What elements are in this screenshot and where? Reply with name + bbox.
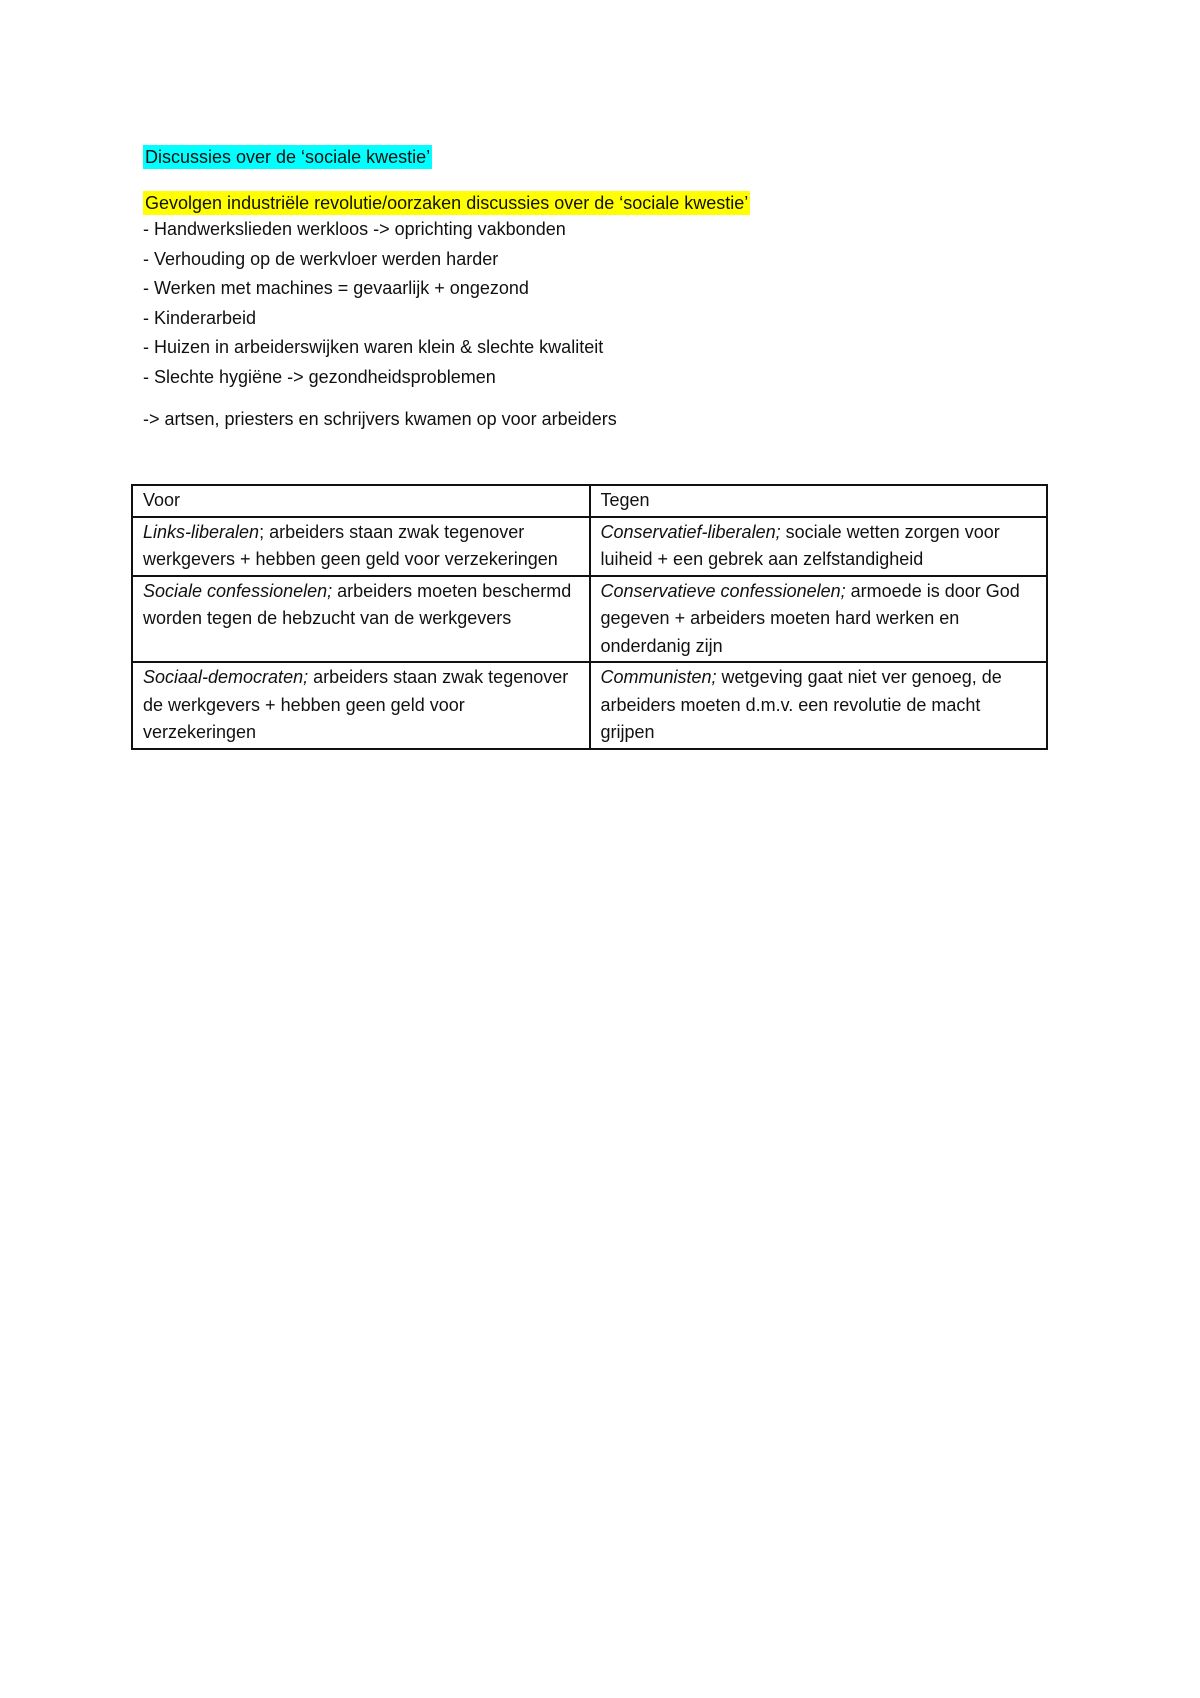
party-name: Conservatief-liberalen; (600, 521, 781, 542)
header-voor: Voor (132, 485, 590, 517)
party-name: Conservatieve confessionelen; (600, 580, 846, 601)
party-name: Sociale confessionelen; (143, 580, 333, 601)
positions-table (131, 484, 1048, 750)
list-item: - Slechte hygiëne -> gezondheidsproblemen (143, 366, 496, 387)
list-item: - Werken met machines = gevaarlijk + ongezond (143, 278, 529, 298)
position-text: arbeiders staan zwak tegenover werkgevers + hebben geen geld voor verzekeringen (143, 521, 558, 569)
table-cell (590, 576, 1048, 663)
position-text: wetgeving gaat niet ver genoeg, de arbeiders moeten d.m.v. een revolutie de macht grijpen (600, 667, 1002, 742)
header-tegen: Tegen (590, 485, 1048, 517)
position-text: armoede is door God gegeven + arbeiders moeten hard werken en onderdanig zijn (600, 580, 1020, 656)
table-cell (132, 576, 590, 663)
conclusion-line: -> artsen, priesters en schrijvers kwamen op voor arbeiders (143, 409, 617, 429)
table-row (132, 662, 1047, 749)
table-cell (590, 662, 1048, 749)
list-item: - Verhouding op de werkvloer werden harder (143, 248, 499, 269)
table-cell (132, 517, 590, 576)
cause-list (143, 215, 1063, 392)
list-item: - Handwerkslieden werkloos -> oprichting vakbonden (143, 219, 566, 239)
table-cell (590, 517, 1048, 576)
list-item: - Kinderarbeid (143, 307, 257, 328)
party-name: Links-liberalen (143, 521, 260, 542)
document-content (143, 145, 1063, 432)
table-row (132, 517, 1047, 576)
list-item: - Huizen in arbeiderswijken waren klein & slechte kwaliteit (143, 337, 604, 357)
party-separator: ; (259, 521, 265, 542)
table-cell (132, 662, 590, 749)
party-name: Sociaal-democraten; (143, 667, 309, 687)
table-header-row (132, 485, 1047, 517)
section-heading: Gevolgen industriële revolutie/oorzaken discussies over de ‘sociale kwestie’ (145, 193, 749, 213)
party-name: Communisten; (600, 667, 717, 687)
position-text: arbeiders staan zwak tegenover de werkgevers + hebben geen geld voor verzekeringen (143, 667, 569, 742)
position-text: sociale wetten zorgen voor luiheid + een gebrek aan zelfstandigheid (600, 521, 1000, 569)
table-row (132, 576, 1047, 663)
document-title: Discussies over de ‘sociale kwestie’ (145, 147, 431, 167)
position-text: arbeiders moeten beschermd worden tegen de hebzucht van de werkgevers (143, 580, 572, 628)
